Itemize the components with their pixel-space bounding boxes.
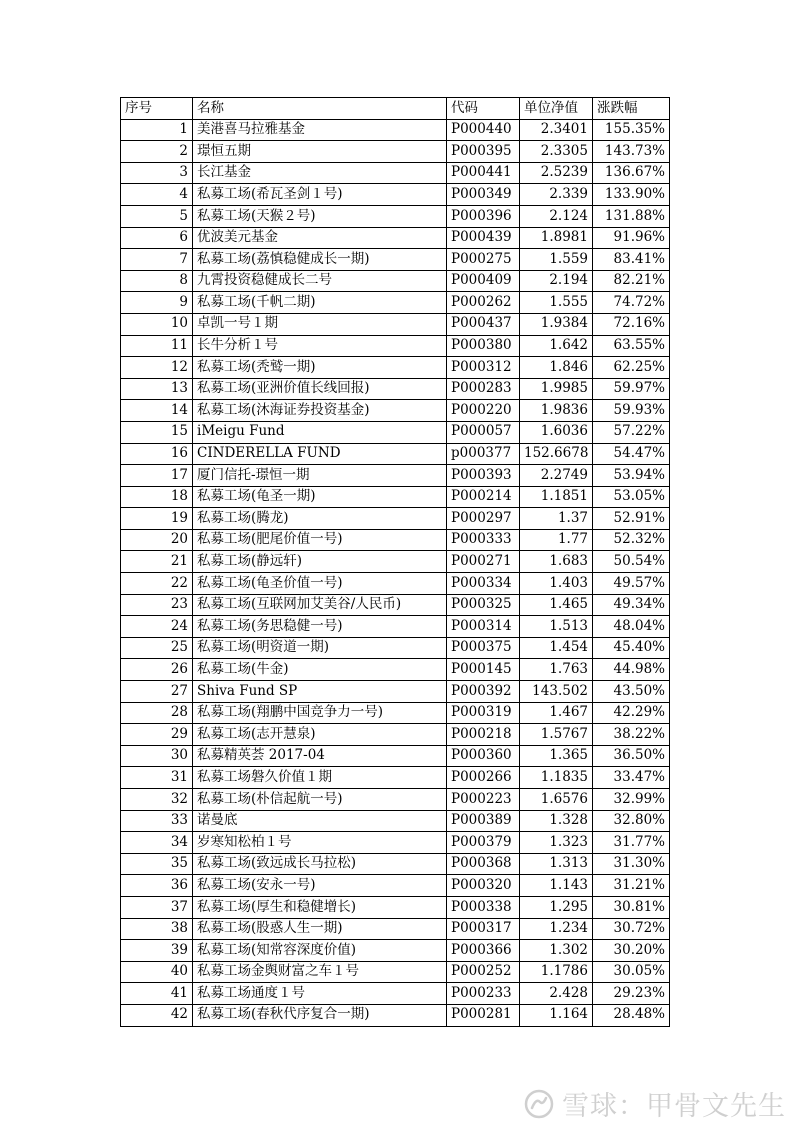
cell-name: 私募工场(荔慎稳健成长一期) bbox=[193, 249, 447, 271]
cell-change: 49.34% bbox=[593, 594, 670, 616]
cell-nav: 1.9836 bbox=[520, 400, 593, 422]
cell-code: p000377 bbox=[447, 443, 520, 465]
table-row bbox=[121, 335, 670, 357]
table-row bbox=[121, 184, 670, 206]
cell-code: P000283 bbox=[447, 378, 520, 400]
cell-nav: 1.1851 bbox=[520, 486, 593, 508]
table-row bbox=[121, 1004, 670, 1026]
cell-code: P000297 bbox=[447, 508, 520, 530]
table-row bbox=[121, 745, 670, 767]
table-row bbox=[121, 313, 670, 335]
cell-change: 74.72% bbox=[593, 292, 670, 314]
cell-nav: 1.467 bbox=[520, 702, 593, 724]
cell-code: P000333 bbox=[447, 529, 520, 551]
cell-name: 私募工场(亚洲价值长线回报) bbox=[193, 378, 447, 400]
cell-change: 32.99% bbox=[593, 789, 670, 811]
table-row bbox=[121, 853, 670, 875]
table-row bbox=[121, 141, 670, 163]
cell-nav: 1.763 bbox=[520, 659, 593, 681]
cell-name: 私募工场(秃鹫一期) bbox=[193, 357, 447, 379]
cell-index: 35 bbox=[121, 853, 193, 875]
table-row bbox=[121, 659, 670, 681]
cell-nav: 1.1835 bbox=[520, 767, 593, 789]
cell-nav: 2.2749 bbox=[520, 465, 593, 487]
cell-nav: 1.323 bbox=[520, 832, 593, 854]
cell-index: 33 bbox=[121, 810, 193, 832]
cell-change: 50.54% bbox=[593, 551, 670, 573]
cell-code: P000368 bbox=[447, 853, 520, 875]
cell-change: 155.35% bbox=[593, 119, 670, 141]
cell-change: 63.55% bbox=[593, 335, 670, 357]
table-row bbox=[121, 421, 670, 443]
cell-code: P000393 bbox=[447, 465, 520, 487]
cell-index: 2 bbox=[121, 141, 193, 163]
cell-index: 15 bbox=[121, 421, 193, 443]
cell-index: 34 bbox=[121, 832, 193, 854]
table-row bbox=[121, 119, 670, 141]
cell-index: 26 bbox=[121, 659, 193, 681]
cell-change: 91.96% bbox=[593, 227, 670, 249]
cell-nav: 1.642 bbox=[520, 335, 593, 357]
cell-nav: 2.339 bbox=[520, 184, 593, 206]
cell-name: 私募工场(厚生和稳健增长) bbox=[193, 896, 447, 918]
cell-change: 44.98% bbox=[593, 659, 670, 681]
cell-name: 璟恒五期 bbox=[193, 141, 447, 163]
cell-code: P000314 bbox=[447, 616, 520, 638]
cell-name: 私募工场(安永一号) bbox=[193, 875, 447, 897]
table-row bbox=[121, 918, 670, 940]
cell-nav: 2.3401 bbox=[520, 119, 593, 141]
cell-code: P000220 bbox=[447, 400, 520, 422]
table-row bbox=[121, 227, 670, 249]
cell-name: iMeigu Fund bbox=[193, 421, 447, 443]
cell-code: P000145 bbox=[447, 659, 520, 681]
cell-change: 136.67% bbox=[593, 162, 670, 184]
cell-index: 23 bbox=[121, 594, 193, 616]
table-row bbox=[121, 205, 670, 227]
cell-code: P000338 bbox=[447, 896, 520, 918]
cell-index: 14 bbox=[121, 400, 193, 422]
cell-code: P000389 bbox=[447, 810, 520, 832]
cell-change: 30.20% bbox=[593, 940, 670, 962]
cell-nav: 1.683 bbox=[520, 551, 593, 573]
table-row bbox=[121, 378, 670, 400]
cell-name: 厦门信托-璟恒一期 bbox=[193, 465, 447, 487]
cell-index: 17 bbox=[121, 465, 193, 487]
cell-code: P000380 bbox=[447, 335, 520, 357]
table-row bbox=[121, 400, 670, 422]
cell-code: P000396 bbox=[447, 205, 520, 227]
cell-change: 49.57% bbox=[593, 573, 670, 595]
cell-index: 31 bbox=[121, 767, 193, 789]
watermark bbox=[524, 1084, 786, 1123]
cell-code: P000223 bbox=[447, 789, 520, 811]
cell-index: 41 bbox=[121, 983, 193, 1005]
cell-change: 31.21% bbox=[593, 875, 670, 897]
cell-code: P000319 bbox=[447, 702, 520, 724]
cell-nav: 1.302 bbox=[520, 940, 593, 962]
cell-name: 私募工场(致远成长马拉松) bbox=[193, 853, 447, 875]
cell-name: 私募工场(翔鹏中国竞争力一号) bbox=[193, 702, 447, 724]
cell-code: P000312 bbox=[447, 357, 520, 379]
table-row bbox=[121, 465, 670, 487]
cell-name: 私募工场(牛金) bbox=[193, 659, 447, 681]
cell-name: 私募工场(千帆二期) bbox=[193, 292, 447, 314]
header-nav: 单位净值 bbox=[520, 98, 593, 120]
cell-nav: 143.502 bbox=[520, 681, 593, 703]
cell-index: 1 bbox=[121, 119, 193, 141]
watermark-text: 雪球：甲骨文先生 bbox=[562, 1091, 786, 1122]
cell-nav: 1.1786 bbox=[520, 961, 593, 983]
table-row bbox=[121, 616, 670, 638]
cell-nav: 1.6036 bbox=[520, 421, 593, 443]
table-body bbox=[121, 119, 670, 1026]
table-row bbox=[121, 357, 670, 379]
cell-code: P000218 bbox=[447, 724, 520, 746]
cell-code: P000317 bbox=[447, 918, 520, 940]
cell-index: 39 bbox=[121, 940, 193, 962]
cell-name: 九霄投资稳健成长二号 bbox=[193, 270, 447, 292]
cell-change: 30.72% bbox=[593, 918, 670, 940]
cell-index: 42 bbox=[121, 1004, 193, 1026]
cell-change: 36.50% bbox=[593, 745, 670, 767]
cell-nav: 1.454 bbox=[520, 637, 593, 659]
cell-code: P000349 bbox=[447, 184, 520, 206]
cell-change: 133.90% bbox=[593, 184, 670, 206]
cell-change: 72.16% bbox=[593, 313, 670, 335]
cell-change: 143.73% bbox=[593, 141, 670, 163]
cell-index: 7 bbox=[121, 249, 193, 271]
cell-index: 24 bbox=[121, 616, 193, 638]
cell-name: 私募工场(龟圣价值一号) bbox=[193, 573, 447, 595]
cell-index: 37 bbox=[121, 896, 193, 918]
cell-change: 31.77% bbox=[593, 832, 670, 854]
cell-name: 私募工场(志开慧泉) bbox=[193, 724, 447, 746]
cell-change: 29.23% bbox=[593, 983, 670, 1005]
cell-code: P000360 bbox=[447, 745, 520, 767]
cell-index: 38 bbox=[121, 918, 193, 940]
cell-nav: 2.3305 bbox=[520, 141, 593, 163]
cell-code: P000395 bbox=[447, 141, 520, 163]
cell-change: 83.41% bbox=[593, 249, 670, 271]
table-row bbox=[121, 637, 670, 659]
cell-nav: 1.403 bbox=[520, 573, 593, 595]
cell-index: 30 bbox=[121, 745, 193, 767]
cell-nav: 1.846 bbox=[520, 357, 593, 379]
header-code: 代码 bbox=[447, 98, 520, 120]
cell-change: 33.47% bbox=[593, 767, 670, 789]
cell-nav: 1.143 bbox=[520, 875, 593, 897]
cell-name: 诺曼底 bbox=[193, 810, 447, 832]
cell-code: P000275 bbox=[447, 249, 520, 271]
cell-change: 52.32% bbox=[593, 529, 670, 551]
cell-name: 私募工场(股惑人生一期) bbox=[193, 918, 447, 940]
cell-index: 4 bbox=[121, 184, 193, 206]
cell-name: 私募精英荟 2017-04 bbox=[193, 745, 447, 767]
cell-code: P000439 bbox=[447, 227, 520, 249]
cell-change: 45.40% bbox=[593, 637, 670, 659]
cell-change: 28.48% bbox=[593, 1004, 670, 1026]
cell-nav: 1.5767 bbox=[520, 724, 593, 746]
table-row bbox=[121, 551, 670, 573]
cell-index: 5 bbox=[121, 205, 193, 227]
cell-nav: 1.559 bbox=[520, 249, 593, 271]
cell-code: P000440 bbox=[447, 119, 520, 141]
cell-nav: 2.124 bbox=[520, 205, 593, 227]
cell-index: 27 bbox=[121, 681, 193, 703]
cell-index: 40 bbox=[121, 961, 193, 983]
cell-code: P000441 bbox=[447, 162, 520, 184]
cell-name: 长牛分析１号 bbox=[193, 335, 447, 357]
table-row bbox=[121, 810, 670, 832]
cell-index: 11 bbox=[121, 335, 193, 357]
cell-change: 31.30% bbox=[593, 853, 670, 875]
cell-code: P000409 bbox=[447, 270, 520, 292]
cell-change: 43.50% bbox=[593, 681, 670, 703]
table-row bbox=[121, 832, 670, 854]
table-row bbox=[121, 486, 670, 508]
table-row bbox=[121, 249, 670, 271]
cell-code: P000320 bbox=[447, 875, 520, 897]
table-row bbox=[121, 292, 670, 314]
cell-code: P000271 bbox=[447, 551, 520, 573]
cell-name: 私募工场金舆财富之车１号 bbox=[193, 961, 447, 983]
table-header-row bbox=[121, 98, 670, 120]
cell-nav: 152.6678 bbox=[520, 443, 593, 465]
cell-code: P000392 bbox=[447, 681, 520, 703]
cell-index: 16 bbox=[121, 443, 193, 465]
cell-name: 私募工场(朴信起航一号) bbox=[193, 789, 447, 811]
cell-change: 62.25% bbox=[593, 357, 670, 379]
cell-change: 53.05% bbox=[593, 486, 670, 508]
cell-code: P000233 bbox=[447, 983, 520, 1005]
cell-index: 29 bbox=[121, 724, 193, 746]
cell-nav: 1.37 bbox=[520, 508, 593, 530]
cell-nav: 1.365 bbox=[520, 745, 593, 767]
cell-name: 岁寒知松柏１号 bbox=[193, 832, 447, 854]
cell-name: 私募工场(静远轩) bbox=[193, 551, 447, 573]
cell-index: 21 bbox=[121, 551, 193, 573]
cell-index: 25 bbox=[121, 637, 193, 659]
cell-code: P000379 bbox=[447, 832, 520, 854]
cell-name: 私募工场(希瓦圣剑１号) bbox=[193, 184, 447, 206]
cell-change: 38.22% bbox=[593, 724, 670, 746]
cell-change: 48.04% bbox=[593, 616, 670, 638]
cell-name: 私募工场(沐海证券投资基金) bbox=[193, 400, 447, 422]
cell-change: 54.47% bbox=[593, 443, 670, 465]
cell-index: 19 bbox=[121, 508, 193, 530]
table-row bbox=[121, 702, 670, 724]
cell-name: 美港喜马拉雅基金 bbox=[193, 119, 447, 141]
header-name: 名称 bbox=[193, 98, 447, 120]
cell-index: 3 bbox=[121, 162, 193, 184]
cell-index: 20 bbox=[121, 529, 193, 551]
table-row bbox=[121, 594, 670, 616]
cell-name: CINDERELLA FUND bbox=[193, 443, 447, 465]
cell-name: 私募工场(春秋代序复合一期) bbox=[193, 1004, 447, 1026]
cell-index: 6 bbox=[121, 227, 193, 249]
cell-nav: 1.8981 bbox=[520, 227, 593, 249]
table-row bbox=[121, 681, 670, 703]
cell-name: 私募工场(明资道一期) bbox=[193, 637, 447, 659]
cell-change: 32.80% bbox=[593, 810, 670, 832]
table-row bbox=[121, 875, 670, 897]
fund-ranking-table bbox=[120, 97, 670, 1027]
cell-code: P000281 bbox=[447, 1004, 520, 1026]
table-row bbox=[121, 789, 670, 811]
cell-code: P000375 bbox=[447, 637, 520, 659]
cell-change: 59.97% bbox=[593, 378, 670, 400]
cell-nav: 1.295 bbox=[520, 896, 593, 918]
cell-name: 私募工场(知常容深度价值) bbox=[193, 940, 447, 962]
cell-index: 13 bbox=[121, 378, 193, 400]
table-row bbox=[121, 573, 670, 595]
header-index: 序号 bbox=[121, 98, 193, 120]
cell-index: 10 bbox=[121, 313, 193, 335]
cell-code: P000057 bbox=[447, 421, 520, 443]
cell-change: 53.94% bbox=[593, 465, 670, 487]
cell-nav: 1.555 bbox=[520, 292, 593, 314]
table-row bbox=[121, 983, 670, 1005]
cell-change: 30.05% bbox=[593, 961, 670, 983]
cell-name: 卓凯一号１期 bbox=[193, 313, 447, 335]
table-row bbox=[121, 508, 670, 530]
table-row bbox=[121, 940, 670, 962]
cell-name: Shiva Fund SP bbox=[193, 681, 447, 703]
cell-index: 32 bbox=[121, 789, 193, 811]
cell-nav: 1.77 bbox=[520, 529, 593, 551]
cell-change: 30.81% bbox=[593, 896, 670, 918]
cell-index: 36 bbox=[121, 875, 193, 897]
cell-code: P000266 bbox=[447, 767, 520, 789]
cell-nav: 1.328 bbox=[520, 810, 593, 832]
cell-nav: 1.9384 bbox=[520, 313, 593, 335]
cell-name: 私募工场(务思稳健一号) bbox=[193, 616, 447, 638]
cell-name: 私募工场(天猴２号) bbox=[193, 205, 447, 227]
cell-nav: 1.234 bbox=[520, 918, 593, 940]
snowball-logo-icon bbox=[524, 1089, 554, 1119]
cell-name: 私募工场(互联网加艾美谷/人民币) bbox=[193, 594, 447, 616]
cell-name: 私募工场(腾龙) bbox=[193, 508, 447, 530]
cell-change: 42.29% bbox=[593, 702, 670, 724]
cell-index: 18 bbox=[121, 486, 193, 508]
cell-nav: 1.465 bbox=[520, 594, 593, 616]
cell-code: P000437 bbox=[447, 313, 520, 335]
table-row bbox=[121, 767, 670, 789]
table-row bbox=[121, 896, 670, 918]
cell-change: 131.88% bbox=[593, 205, 670, 227]
cell-name: 私募工场通度１号 bbox=[193, 983, 447, 1005]
cell-code: P000252 bbox=[447, 961, 520, 983]
table-row bbox=[121, 270, 670, 292]
cell-index: 12 bbox=[121, 357, 193, 379]
cell-nav: 1.164 bbox=[520, 1004, 593, 1026]
cell-nav: 2.194 bbox=[520, 270, 593, 292]
cell-change: 52.91% bbox=[593, 508, 670, 530]
cell-change: 59.93% bbox=[593, 400, 670, 422]
cell-name: 长江基金 bbox=[193, 162, 447, 184]
cell-index: 22 bbox=[121, 573, 193, 595]
cell-name: 优波美元基金 bbox=[193, 227, 447, 249]
cell-code: P000366 bbox=[447, 940, 520, 962]
table-row bbox=[121, 529, 670, 551]
cell-index: 8 bbox=[121, 270, 193, 292]
cell-code: P000214 bbox=[447, 486, 520, 508]
cell-nav: 1.513 bbox=[520, 616, 593, 638]
cell-index: 28 bbox=[121, 702, 193, 724]
table-row bbox=[121, 162, 670, 184]
table-row bbox=[121, 443, 670, 465]
table-row bbox=[121, 961, 670, 983]
cell-change: 57.22% bbox=[593, 421, 670, 443]
header-change: 涨跌幅 bbox=[593, 98, 670, 120]
cell-code: P000334 bbox=[447, 573, 520, 595]
cell-name: 私募工场(肥尾价值一号) bbox=[193, 529, 447, 551]
cell-nav: 1.313 bbox=[520, 853, 593, 875]
cell-change: 82.21% bbox=[593, 270, 670, 292]
cell-code: P000325 bbox=[447, 594, 520, 616]
cell-nav: 1.6576 bbox=[520, 789, 593, 811]
cell-index: 9 bbox=[121, 292, 193, 314]
cell-code: P000262 bbox=[447, 292, 520, 314]
cell-name: 私募工场磐久价值１期 bbox=[193, 767, 447, 789]
cell-name: 私募工场(龟圣一期) bbox=[193, 486, 447, 508]
cell-nav: 1.9985 bbox=[520, 378, 593, 400]
cell-nav: 2.5239 bbox=[520, 162, 593, 184]
table-row bbox=[121, 724, 670, 746]
cell-nav: 2.428 bbox=[520, 983, 593, 1005]
